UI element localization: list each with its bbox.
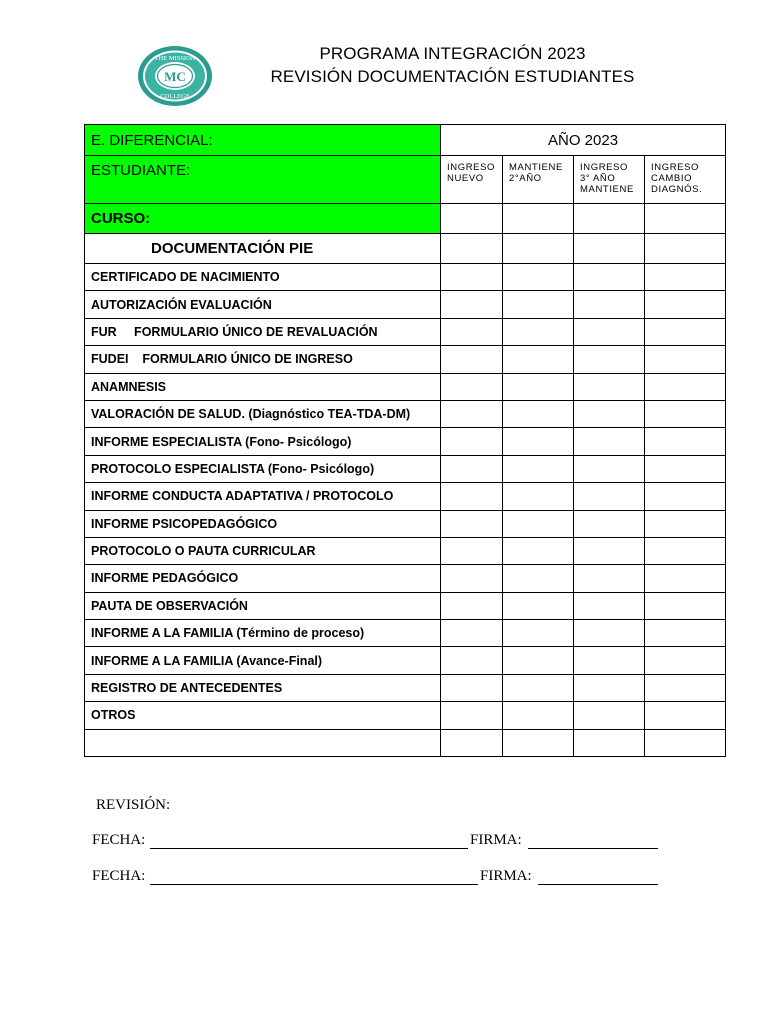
document-row (85, 565, 726, 592)
check-cell[interactable] (503, 318, 574, 345)
check-cell[interactable] (574, 510, 645, 537)
check-cell[interactable] (574, 291, 645, 318)
check-cell[interactable] (574, 592, 645, 619)
col-line: 2°AÑO (509, 173, 542, 184)
check-cell[interactable] (441, 537, 503, 564)
document-row (85, 455, 726, 482)
document-name (85, 647, 441, 674)
document-name (85, 318, 441, 345)
check-cell[interactable] (441, 428, 503, 455)
document-label: INFORME ESPECIALISTA (91, 434, 242, 449)
document-name (85, 592, 441, 619)
check-cell[interactable] (503, 592, 574, 619)
check-cell[interactable] (503, 674, 574, 701)
firma-label-1: FIRMA: (470, 832, 522, 848)
document-row (85, 483, 726, 510)
check-cell[interactable] (503, 234, 574, 264)
document-label: INFORME PSICOPEDAGÓGICO (91, 516, 278, 531)
logo-bottom-text: COLLEGE (160, 93, 190, 100)
document-label: INFORME PEDAGÓGICO (91, 571, 239, 586)
check-cell[interactable] (574, 373, 645, 400)
program-title: PROGRAMA INTEGRACIÓN 2023 (319, 44, 586, 63)
check-cell[interactable] (441, 291, 503, 318)
check-cell[interactable] (645, 510, 726, 537)
document-note: (Avance-Final) (232, 653, 323, 668)
check-cell[interactable] (503, 428, 574, 455)
document-label: INFORME A LA FAMILIA (91, 653, 233, 668)
document-label: PAUTA DE OBSERVACIÓN (91, 598, 248, 613)
column-mantiene-2 (503, 156, 574, 204)
check-cell[interactable] (441, 674, 503, 701)
check-cell[interactable] (574, 234, 645, 264)
check-cell[interactable] (503, 291, 574, 318)
column-ingreso-3-mantiene (574, 156, 645, 204)
document-row (85, 264, 726, 291)
document-header (225, 42, 680, 88)
check-cell[interactable] (574, 318, 645, 345)
document-row (85, 291, 726, 318)
document-row (85, 537, 726, 564)
col-line: INGRESO (447, 162, 496, 173)
col-line: NUEVO (447, 173, 484, 184)
check-cell[interactable] (645, 373, 726, 400)
check-cell[interactable] (503, 483, 574, 510)
logo-center-text: MC (164, 69, 186, 84)
check-cell[interactable] (574, 674, 645, 701)
check-cell[interactable] (574, 729, 645, 756)
check-cell[interactable] (441, 592, 503, 619)
estudiante-field[interactable] (85, 156, 441, 204)
col-line: CAMBIO (651, 173, 693, 184)
document-row (85, 729, 726, 756)
document-name (85, 620, 441, 647)
check-cell[interactable] (441, 318, 503, 345)
document-name (85, 428, 441, 455)
check-cell[interactable] (503, 204, 574, 234)
check-cell[interactable] (645, 674, 726, 701)
col-line: MANTIENE (580, 184, 634, 195)
college-seal-icon (136, 44, 214, 108)
check-cell[interactable] (441, 483, 503, 510)
check-cell[interactable] (503, 729, 574, 756)
check-cell[interactable] (645, 346, 726, 373)
logo-top-text: THE MISSION (154, 55, 196, 62)
document-row (85, 373, 726, 400)
document-label: PROTOCOLO ESPECIALISTA (91, 461, 265, 476)
fecha-label-1: FECHA: (92, 832, 146, 848)
documentation-table (84, 124, 726, 757)
check-cell[interactable] (574, 264, 645, 291)
firma-line-1[interactable] (528, 848, 658, 849)
check-cell[interactable] (503, 346, 574, 373)
fecha-line-2[interactable] (150, 884, 478, 885)
check-cell[interactable] (441, 620, 503, 647)
check-cell[interactable] (441, 455, 503, 482)
document-name (85, 346, 441, 373)
check-cell[interactable] (574, 483, 645, 510)
document-name (85, 400, 441, 427)
document-label: OTROS (91, 708, 136, 723)
document-label: INFORME CONDUCTA ADAPTATIVA / PROTOCOLO (91, 489, 394, 504)
column-ingreso-nuevo (441, 156, 503, 204)
check-cell[interactable] (503, 455, 574, 482)
check-cell[interactable] (645, 620, 726, 647)
fecha-label-2: FECHA: (92, 868, 146, 884)
check-cell[interactable] (441, 264, 503, 291)
curso-label: CURSO: (91, 210, 151, 227)
document-name (85, 510, 441, 537)
revision-label: REVISIÓN: (96, 797, 171, 813)
check-cell[interactable] (503, 647, 574, 674)
review-title: REVISIÓN DOCUMENTACIÓN ESTUDIANTES (270, 67, 635, 86)
check-cell[interactable] (503, 702, 574, 729)
document-note: (Fono- Psicólogo) (264, 461, 375, 476)
diferencial-label: E. DIFERENCIAL: (91, 131, 213, 149)
check-cell[interactable] (441, 729, 503, 756)
check-cell[interactable] (574, 455, 645, 482)
check-cell[interactable] (645, 400, 726, 427)
document-label: FUR FORMULARIO ÚNICO DE REVALUACIÓN (91, 324, 378, 339)
col-line: DIAGNÓS. (651, 184, 703, 195)
document-row (85, 346, 726, 373)
check-cell[interactable] (503, 510, 574, 537)
document-label: FUDEI FORMULARIO ÚNICO DE INGRESO (91, 352, 353, 367)
document-label: VALORACIÓN DE SALUD. (91, 407, 245, 422)
document-row (85, 428, 726, 455)
check-cell[interactable] (645, 565, 726, 592)
check-cell[interactable] (574, 537, 645, 564)
check-cell[interactable] (645, 702, 726, 729)
document-row (85, 647, 726, 674)
document-label: REGISTRO DE ANTECEDENTES (91, 681, 283, 696)
document-name (85, 729, 441, 756)
check-cell[interactable] (645, 455, 726, 482)
document-label: PROTOCOLO O PAUTA CURRICULAR (91, 544, 316, 559)
check-cell[interactable] (503, 373, 574, 400)
check-cell[interactable] (645, 291, 726, 318)
document-name (85, 264, 441, 291)
check-cell[interactable] (503, 400, 574, 427)
diferencial-label-cell (85, 125, 441, 156)
check-cell[interactable] (645, 204, 726, 234)
document-row (85, 318, 726, 345)
check-cell[interactable] (645, 318, 726, 345)
check-cell[interactable] (441, 234, 503, 264)
col-line: 3° AÑO (580, 173, 616, 184)
check-cell[interactable] (645, 483, 726, 510)
document-row (85, 702, 726, 729)
document-label: AUTORIZACIÓN EVALUACIÓN (91, 297, 272, 312)
document-row (85, 510, 726, 537)
check-cell[interactable] (441, 204, 503, 234)
document-name (85, 674, 441, 701)
year-label: AÑO 2023 (441, 125, 726, 156)
check-cell[interactable] (441, 346, 503, 373)
section-title: DOCUMENTACIÓN PIE (85, 234, 441, 264)
document-label: CERTIFICADO DE NACIMIENTO (91, 270, 280, 285)
check-cell[interactable] (503, 620, 574, 647)
check-cell[interactable] (574, 647, 645, 674)
check-cell[interactable] (503, 537, 574, 564)
document-note: (Fono- Psicólogo) (241, 434, 352, 449)
document-name (85, 483, 441, 510)
document-row (85, 400, 726, 427)
document-label: INFORME A LA FAMILIA (91, 626, 233, 641)
check-cell[interactable] (574, 620, 645, 647)
check-cell[interactable] (441, 647, 503, 674)
document-row (85, 592, 726, 619)
check-cell[interactable] (645, 234, 726, 264)
check-cell[interactable] (645, 264, 726, 291)
check-cell[interactable] (574, 428, 645, 455)
check-cell[interactable] (645, 537, 726, 564)
check-cell[interactable] (441, 702, 503, 729)
fecha-line-1[interactable] (150, 848, 468, 849)
col-line: MANTIENE (509, 162, 563, 173)
document-row (85, 674, 726, 701)
check-cell[interactable] (645, 647, 726, 674)
document-note: (Término de proceso) (232, 626, 365, 641)
firma-label-2: FIRMA: (480, 868, 532, 884)
check-cell[interactable] (574, 565, 645, 592)
document-name (85, 373, 441, 400)
firma-line-2[interactable] (538, 884, 658, 885)
column-ingreso-cambio-diagnos (645, 156, 726, 204)
document-label: ANAMNESIS (91, 379, 167, 394)
document-name (85, 702, 441, 729)
check-cell[interactable] (574, 702, 645, 729)
document-name (85, 291, 441, 318)
document-name (85, 537, 441, 564)
curso-field[interactable] (85, 204, 441, 234)
check-cell[interactable] (441, 373, 503, 400)
check-cell[interactable] (441, 565, 503, 592)
check-cell[interactable] (441, 510, 503, 537)
check-cell[interactable] (503, 565, 574, 592)
check-cell[interactable] (645, 428, 726, 455)
document-row (85, 620, 726, 647)
col-line: INGRESO (651, 162, 700, 173)
check-cell[interactable] (441, 400, 503, 427)
document-name (85, 455, 441, 482)
document-name (85, 565, 441, 592)
check-cell[interactable] (503, 264, 574, 291)
check-cell[interactable] (645, 729, 726, 756)
col-line: INGRESO (580, 162, 629, 173)
estudiante-label: ESTUDIANTE: (91, 162, 191, 179)
check-cell[interactable] (574, 204, 645, 234)
document-note: (Diagnóstico TEA-TDA-DM) (244, 407, 411, 422)
check-cell[interactable] (574, 400, 645, 427)
check-cell[interactable] (574, 346, 645, 373)
check-cell[interactable] (645, 592, 726, 619)
